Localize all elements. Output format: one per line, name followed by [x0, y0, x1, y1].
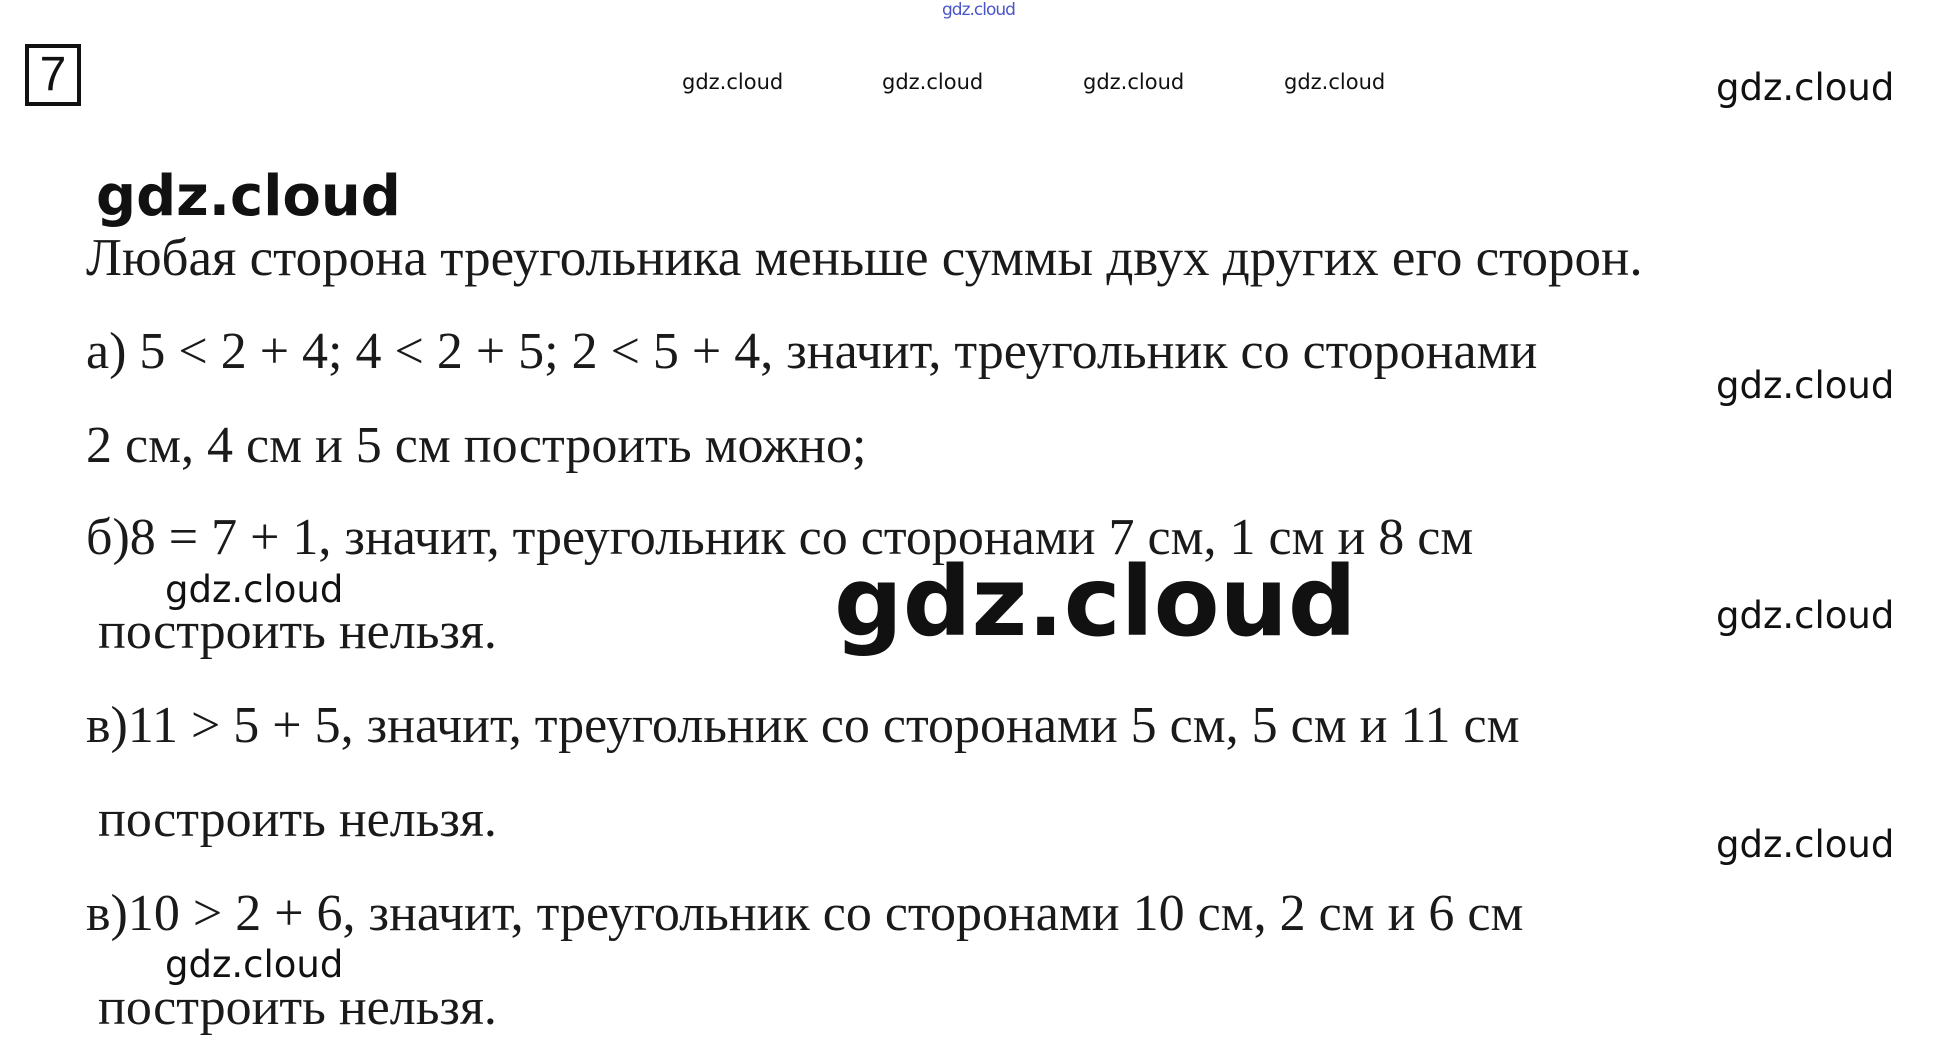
part-v-line-1: в)11 > 5 + 5, значит, треугольник со сторонами 5 см, 5 см и 11 см — [86, 697, 1520, 754]
watermark-top-4: gdz.cloud — [1284, 70, 1386, 94]
watermark-right-4: gdz.cloud — [1716, 823, 1895, 866]
watermark-top-tiny: gdz.cloud — [942, 0, 1015, 20]
watermark-right-1: gdz.cloud — [1716, 66, 1895, 109]
watermark-left-2: gdz.cloud — [165, 568, 344, 611]
part-a-line-1: а) 5 < 2 + 4; 4 < 2 + 5; 2 < 5 + 4, значит, треугольник со сторонами — [86, 323, 1538, 380]
part-g-line-2: построить нельзя. — [98, 979, 497, 1036]
watermark-center-huge: gdz.cloud — [834, 546, 1357, 658]
part-b-line-1: б)8 = 7 + 1, значит, треугольник со сторонами 7 см, 1 см и 8 см — [86, 509, 1474, 566]
watermark-top-2: gdz.cloud — [882, 70, 984, 94]
part-b-line-2: построить нельзя. — [98, 603, 497, 660]
watermark-top-1: gdz.cloud — [682, 70, 784, 94]
problem-number-box: 7 — [25, 44, 81, 106]
rule-statement: Любая сторона треугольника меньше суммы двух других его сторон. — [86, 229, 1643, 287]
watermark-left-3: gdz.cloud — [165, 943, 344, 986]
part-g-line-1: в)10 > 2 + 6, значит, треугольник со сторонами 10 см, 2 см и 6 см — [86, 885, 1524, 942]
part-v-line-2: построить нельзя. — [98, 791, 497, 848]
watermark-right-3: gdz.cloud — [1716, 594, 1895, 637]
part-a-line-2: 2 см, 4 см и 5 см построить можно; — [86, 417, 867, 474]
watermark-right-2: gdz.cloud — [1716, 364, 1895, 407]
watermark-left-big: gdz.cloud — [96, 164, 401, 229]
watermark-top-3: gdz.cloud — [1083, 70, 1185, 94]
